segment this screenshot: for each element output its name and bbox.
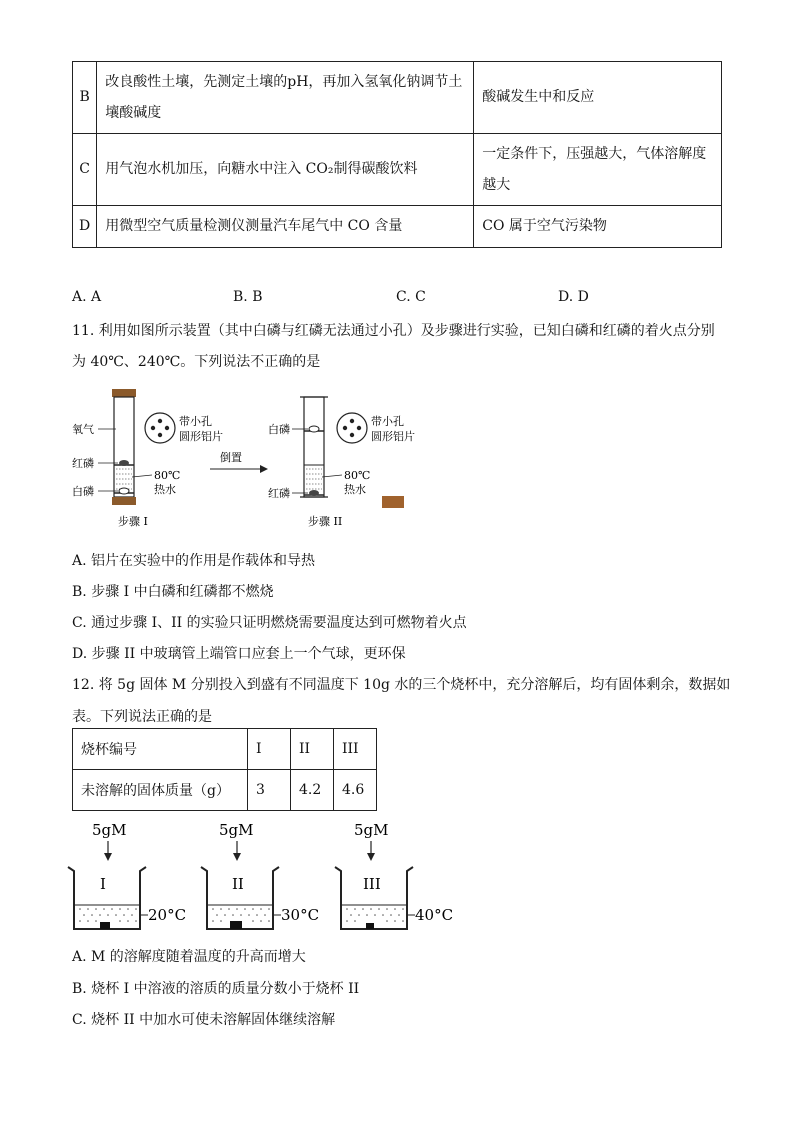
label-hot-water: 热水	[344, 483, 366, 496]
beaker-added-label: 5gM	[92, 821, 127, 839]
option-c: C. C	[396, 289, 426, 305]
reason-text: 一定条件下，压强越大，气体溶解度	[482, 145, 707, 162]
table-row	[73, 62, 722, 134]
action-text: 用气泡水机加压，向糖水中注入 CO₂制得碳酸饮料	[105, 161, 418, 177]
reason-text: 越大	[482, 176, 511, 193]
label-red-p: 红磷	[72, 457, 94, 470]
table-row	[73, 729, 377, 770]
reason-cell	[474, 134, 722, 206]
q12-option-a: A. M 的溶解度随着温度的升高而增大	[72, 949, 306, 965]
table-header: II	[291, 729, 334, 770]
stopper-icon	[382, 496, 404, 508]
arrow-down-icon	[367, 853, 375, 861]
plate-icon	[337, 413, 367, 443]
label-oxygen: 氧气	[72, 423, 94, 436]
label-plate: 带小孔	[179, 415, 212, 428]
caption-step2: 步骤 II	[308, 515, 343, 528]
action-cell	[97, 62, 474, 134]
table-row	[73, 134, 722, 206]
label-water-temp: 80℃	[344, 469, 371, 482]
arrow-down-icon	[104, 853, 112, 861]
q12-option-c: C. 烧杯 II 中加水可使未溶解固体继续溶解	[72, 1012, 336, 1028]
arrow-label: 倒置	[220, 451, 242, 464]
option-d: D. D	[558, 289, 589, 305]
beaker-temp: 30°C	[281, 906, 320, 924]
arrow-down-icon	[233, 853, 241, 861]
caption-step1: 步骤 I	[118, 515, 148, 528]
reason-text: 酸碱发生中和反应	[482, 89, 595, 105]
label-white-p: 白磷	[268, 423, 290, 436]
label-red-p: 红磷	[268, 487, 290, 500]
beaker-label: III	[363, 875, 381, 893]
action-text: 用微型空气质量检测仪测量汽车尾气中 CO 含量	[105, 218, 403, 234]
beaker-label: II	[232, 875, 244, 893]
tube-step1	[112, 389, 136, 505]
beaker-temp: 20°C	[148, 906, 187, 924]
label-plate: 圆形铝片	[371, 430, 415, 443]
row-label: D	[73, 206, 97, 248]
beaker-2	[201, 821, 319, 929]
q12-stem: 12. 将 5g 固体 M 分别投入到盛有不同温度下 10g 水的三个烧杯中，充分溶解后，均有固体剩余，数据如	[72, 677, 731, 693]
answer-table	[72, 61, 722, 248]
q12-option-b: B. 烧杯 I 中溶液的溶质的质量分数小于烧杯 II	[72, 981, 360, 997]
action-cell	[97, 134, 474, 206]
label-plate: 带小孔	[371, 415, 404, 428]
label-plate: 圆形铝片	[179, 430, 223, 443]
option-b: B. B	[233, 289, 263, 305]
table-cell: 3	[248, 770, 291, 811]
beaker-1	[68, 821, 186, 929]
row-label: C	[73, 134, 97, 206]
beaker-label: I	[100, 875, 106, 893]
q11-option-b: B. 步骤 I 中白磷和红磷都不燃烧	[72, 584, 274, 600]
solubility-table	[72, 728, 377, 811]
plate-icon	[145, 413, 175, 443]
label-hot-water: 热水	[154, 483, 176, 496]
option-a: A. A	[72, 289, 102, 305]
label-water-temp: 80℃	[154, 469, 181, 482]
table-cell: 4.2	[291, 770, 334, 811]
q12-stem: 表。下列说法正确的是	[72, 709, 212, 725]
tube-step2	[300, 397, 328, 497]
q11-option-a: A. 铝片在实验中的作用是作载体和导热	[72, 553, 316, 569]
table-cell: 未溶解的固体质量（g）	[73, 770, 248, 811]
row-label: B	[73, 62, 97, 134]
q11-apparatus-figure	[72, 385, 452, 535]
action-text: 改良酸性土壤，先测定土壤的pH，再加入氢氧化钠调节土	[105, 73, 463, 90]
table-header: III	[334, 729, 377, 770]
beaker-temp: 40°C	[415, 906, 454, 924]
label-white-p: 白磷	[72, 485, 94, 498]
beakers-figure	[60, 815, 470, 935]
q11-stem: 为 40℃、240℃。下列说法不正确的是	[72, 354, 321, 370]
beaker-3	[335, 821, 453, 929]
table-cell: 4.6	[334, 770, 377, 811]
q11-option-c: C. 通过步骤 I、II 的实验只证明燃烧需要温度达到可燃物着火点	[72, 615, 467, 631]
action-cell	[97, 206, 474, 248]
reason-cell	[474, 206, 722, 248]
q11-stem: 11. 利用如图所示装置（其中白磷与红磷无法通过小孔）及步骤进行实验，已知白磷和红磷的着火点分别	[72, 323, 715, 339]
reason-text: CO 属于空气污染物	[482, 218, 607, 234]
q11-option-d: D. 步骤 II 中玻璃管上端管口应套上一个气球，更环保	[72, 646, 406, 662]
reason-cell	[474, 62, 722, 134]
beaker-added-label: 5gM	[354, 821, 389, 839]
action-text: 壤酸碱度	[105, 104, 162, 121]
beaker-added-label: 5gM	[219, 821, 254, 839]
table-row	[73, 206, 722, 248]
table-header: I	[248, 729, 291, 770]
table-row	[73, 770, 377, 811]
table-header: 烧杯编号	[73, 729, 248, 770]
